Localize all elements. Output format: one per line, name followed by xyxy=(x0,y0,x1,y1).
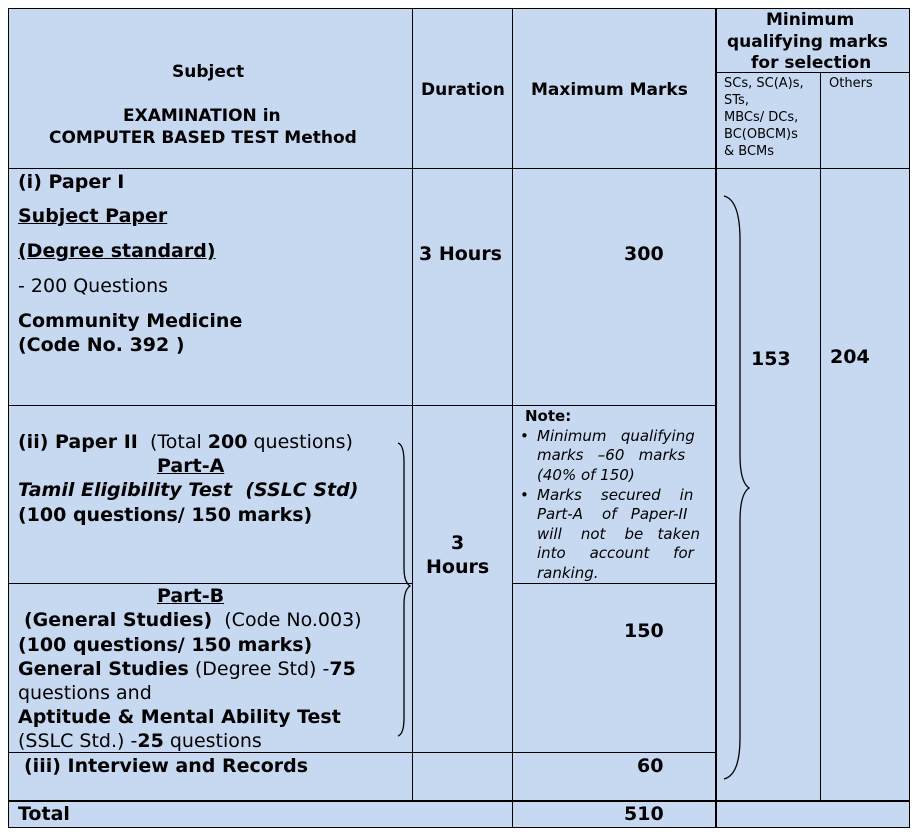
paper2-title-bold: (ii) Paper II xyxy=(18,431,138,453)
paper2-partB-code: (Code No.003) xyxy=(212,609,362,631)
qualifying-others: 204 xyxy=(830,346,870,368)
paper2-note-title: Note: xyxy=(525,407,572,425)
paper2-gs-line xyxy=(18,658,356,680)
paper2-apt-tail: questions xyxy=(163,730,262,752)
paper2-title-num: 200 xyxy=(207,431,248,453)
header-duration: Duration xyxy=(421,80,505,100)
paper2-apt-bold: Aptitude & Mental Ability Test xyxy=(18,706,341,728)
header-min-line1: Minimum xyxy=(766,10,855,30)
paper2-duration-line1: 3 xyxy=(451,532,465,554)
header-sc-line3: MBCs/ DCs, xyxy=(724,110,799,125)
paper2-note1-line3: (40% of 150) xyxy=(537,466,635,484)
paper1-marks: 300 xyxy=(624,243,664,265)
paper2-title-post: questions) xyxy=(247,431,353,453)
paper2-note2-line5: ranking. xyxy=(537,564,599,582)
paper2-note2-line1: Marks secured in xyxy=(537,486,694,504)
paper1-title: (i) Paper I xyxy=(18,171,125,193)
paper2-partB-name-bold: (General Studies) xyxy=(24,609,213,631)
header-sc-line4: BC(OBCM)s xyxy=(724,127,798,142)
total-label: Total xyxy=(18,803,70,825)
total-marks: 510 xyxy=(624,803,664,825)
paper2-note-bullet1: • xyxy=(520,427,529,445)
paper2-apt-line xyxy=(18,730,262,752)
paper2-duration-line2: Hours xyxy=(426,556,490,578)
paper2-partB-label: Part-B xyxy=(157,585,225,607)
paper2-partA-marks: (100 questions/ 150 marks) xyxy=(18,504,313,526)
paper2-apt-normal: (SSLC Std.) - xyxy=(18,730,138,752)
paper2-gs-bold: General Studies xyxy=(18,658,189,680)
paper2-apt-count: 25 xyxy=(137,730,164,752)
qualifying-brace-icon xyxy=(724,196,749,779)
interview-label: (iii) Interview and Records xyxy=(24,755,309,777)
header-min-line2: qualifying marks xyxy=(727,32,888,52)
header-sc-line2: STs, xyxy=(724,93,749,108)
paper2-note2-line2: Part-A of Paper-II xyxy=(537,505,688,523)
header-subject-label: Subject xyxy=(172,62,245,82)
interview-marks: 60 xyxy=(637,755,664,777)
header-max-marks: Maximum Marks xyxy=(531,80,688,100)
paper2-note2-line3: will not be taken xyxy=(537,525,701,543)
paper2-brace-icon xyxy=(398,443,410,736)
paper1-duration: 3 Hours xyxy=(419,243,502,265)
paper2-partA-name: Tamil Eligibility Test (SSLC Std) xyxy=(18,479,359,501)
header-subject-method: COMPUTER BASED TEST Method xyxy=(49,128,357,148)
paper1-name1: Community Medicine xyxy=(18,310,243,332)
paper2-partA-label: Part-A xyxy=(157,455,225,477)
header-subject-exam: EXAMINATION in xyxy=(123,106,281,126)
paper2-title xyxy=(18,431,353,453)
paper2-gs-line2: questions and xyxy=(18,682,152,704)
paper2-note1-line1: Minimum qualifying xyxy=(537,427,695,445)
paper1-subtitle2: (Degree standard) xyxy=(18,240,216,262)
header-others: Others xyxy=(829,76,873,91)
paper1-subtitle1: Subject Paper xyxy=(18,205,168,227)
paper2-gs-normal: (Degree Std) - xyxy=(188,658,330,680)
paper2-note-bullet2: • xyxy=(520,486,529,504)
paper2-partB-max: 150 xyxy=(624,620,664,642)
paper2-title-pre: (Total xyxy=(149,431,208,453)
paper1-name2: (Code No. 392 ) xyxy=(18,334,185,356)
qualifying-reserved: 153 xyxy=(751,348,791,370)
paper2-note2-line4: into account for xyxy=(537,544,694,562)
header-sc-line5: & BCMs xyxy=(724,144,775,159)
header-min-line3: for selection xyxy=(751,53,872,73)
paper2-partB-marks: (100 questions/ 150 marks) xyxy=(18,634,313,656)
paper2-note1-line2: marks –60 marks xyxy=(537,446,686,464)
header-sc-line1: SCs, SC(A)s, xyxy=(724,76,804,91)
paper2-gs-count: 75 xyxy=(329,658,356,680)
paper1-questions: - 200 Questions xyxy=(18,275,169,297)
paper2-partB-name xyxy=(24,609,362,631)
